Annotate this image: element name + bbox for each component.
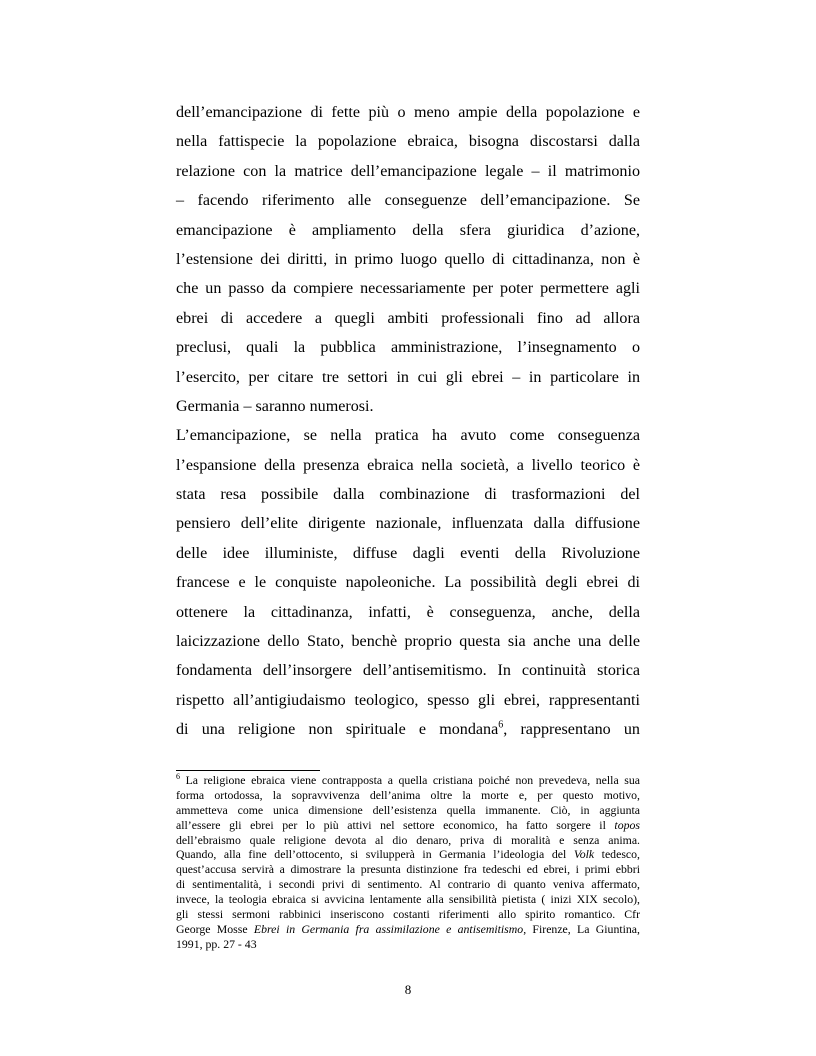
footnote-line: 1991, pp. 27 - 43 [176,936,257,951]
body-line: laicizzazione dello Stato, benchè proprio questa sia anche una delle [176,633,640,651]
body-text [176,98,640,745]
body-line: delle idee illuministe, diffuse dagli eventi della Rivoluzione [176,544,640,562]
footnote-text: George Mosse [176,921,254,936]
body-line [176,715,640,744]
footnote-line: invece, la teologia ebraica si avvicina lentamente alla sensibilità pietista ( inizi XIX secolo), [176,892,640,907]
footnote-reference[interactable]: 6 [498,719,504,731]
body-line: pensiero dell’elite dirigente nazionale, influenzata dalla diffusione [176,515,640,533]
body-line: ottenere la cittadinanza, infatti, è conseguenza, anche, della [176,603,640,621]
body-line-text: di una religione non spirituale e mondana [176,721,499,739]
footnote-book-title: Ebrei in Germania fra assimilazione e antisemitismo [253,921,524,936]
body-line: nella fattispecie la popolazione ebraica, bisogna discostarsi dalla [176,133,640,151]
body-line: fondamenta dell’insorgere dell’antisemitismo. In continuità storica [176,662,640,680]
footnote-line: ammetteva come unica dimensione dell’esistenza quella immanente. Ciò, in aggiunta [176,802,640,817]
body-line: – facendo riferimento alle conseguenze dell’emancipazione. Se [176,192,640,210]
footnote-italic: topos [614,817,640,832]
body-line: l’esercito, per citare tre settori in cui gli ebrei – in particolare in [176,368,640,386]
body-line: L’emancipazione, se nella pratica ha avuto come conseguenza [176,427,640,445]
footnote-line: quest’accusa servirà a dimostrare la presunta distinzione fra tedeschi ed ebrei, i primi ebbri [176,862,640,877]
body-line: l’estensione dei diritti, in primo luogo quello di cittadinanza, non è [176,250,640,268]
body-line: stata resa possibile dalla combinazione di trasformazioni del [176,486,640,504]
footnote-6 [176,773,640,952]
body-line: preclusi, quali la pubblica amministrazione, l’insegnamento o [176,339,640,357]
body-line: dell’emancipazione di fette più o meno ampie della popolazione e [176,104,640,121]
footnote-text: Quando, alla fine dell’ottocento, si svilupperà in Germania l’ideologia del [176,847,574,862]
footnote-text: all’essere gli ebrei per lo più attivi nel settore economico, ha fatto sorgere il [176,817,615,832]
body-line: francese e le conquiste napoleoniche. La possibilità degli ebrei di [176,574,640,592]
body-line: relazione con la matrice dell’emancipazione legale – il matrimonio [176,162,640,180]
footnote-number: 6 [176,772,180,782]
footnote-line: forma ortodossa, la sopravvivenza dell’anima oltre la morte e, per questo motivo, [176,787,640,802]
body-line: rispetto all’antigiudaismo teologico, spesso gli ebrei, rappresentanti [176,691,640,709]
footnote-line [176,847,640,862]
footnote-line: di sentimentalità, i secondi privi di sentimento. Al contrario di quanto veniva affermato, [176,877,640,892]
footnote-line: dell’ebraismo quale religione devota al dio denaro, priva di moralità e senza anima. [176,832,640,847]
body-line: emancipazione è ampliamento della sfera giuridica d’azione, [176,221,640,239]
footnote-text: , Firenze, La Giuntina, [523,921,640,936]
footnote-separator [176,770,320,771]
footnote-text: La religione ebraica viene contrapposta a quella cristiana poiché non prevedeva, nella sua [180,773,640,787]
body-line: che un passo da compiere necessariamente per poter permettere agli [176,280,640,298]
footnote-line [176,773,640,788]
body-line: ebrei di accedere a quegli ambiti professionali fino ad allora [176,309,640,327]
footnote-line [176,818,640,833]
footnote-line [176,922,640,937]
footnote-line: gli stessi sermoni rabbinici inseriscono costanti riferimenti allo spirito romantico. Cfr [176,907,640,922]
body-line-text: , rappresentano un [503,721,640,739]
footnote-text: tedesco, [594,847,640,862]
page-number: 8 [404,982,412,997]
footnote-italic: Volk [573,847,595,862]
body-line: Germania – saranno numerosi. [176,397,374,415]
body-line: l’espansione della presenza ebraica nella società, a livello teorico è [176,456,640,474]
